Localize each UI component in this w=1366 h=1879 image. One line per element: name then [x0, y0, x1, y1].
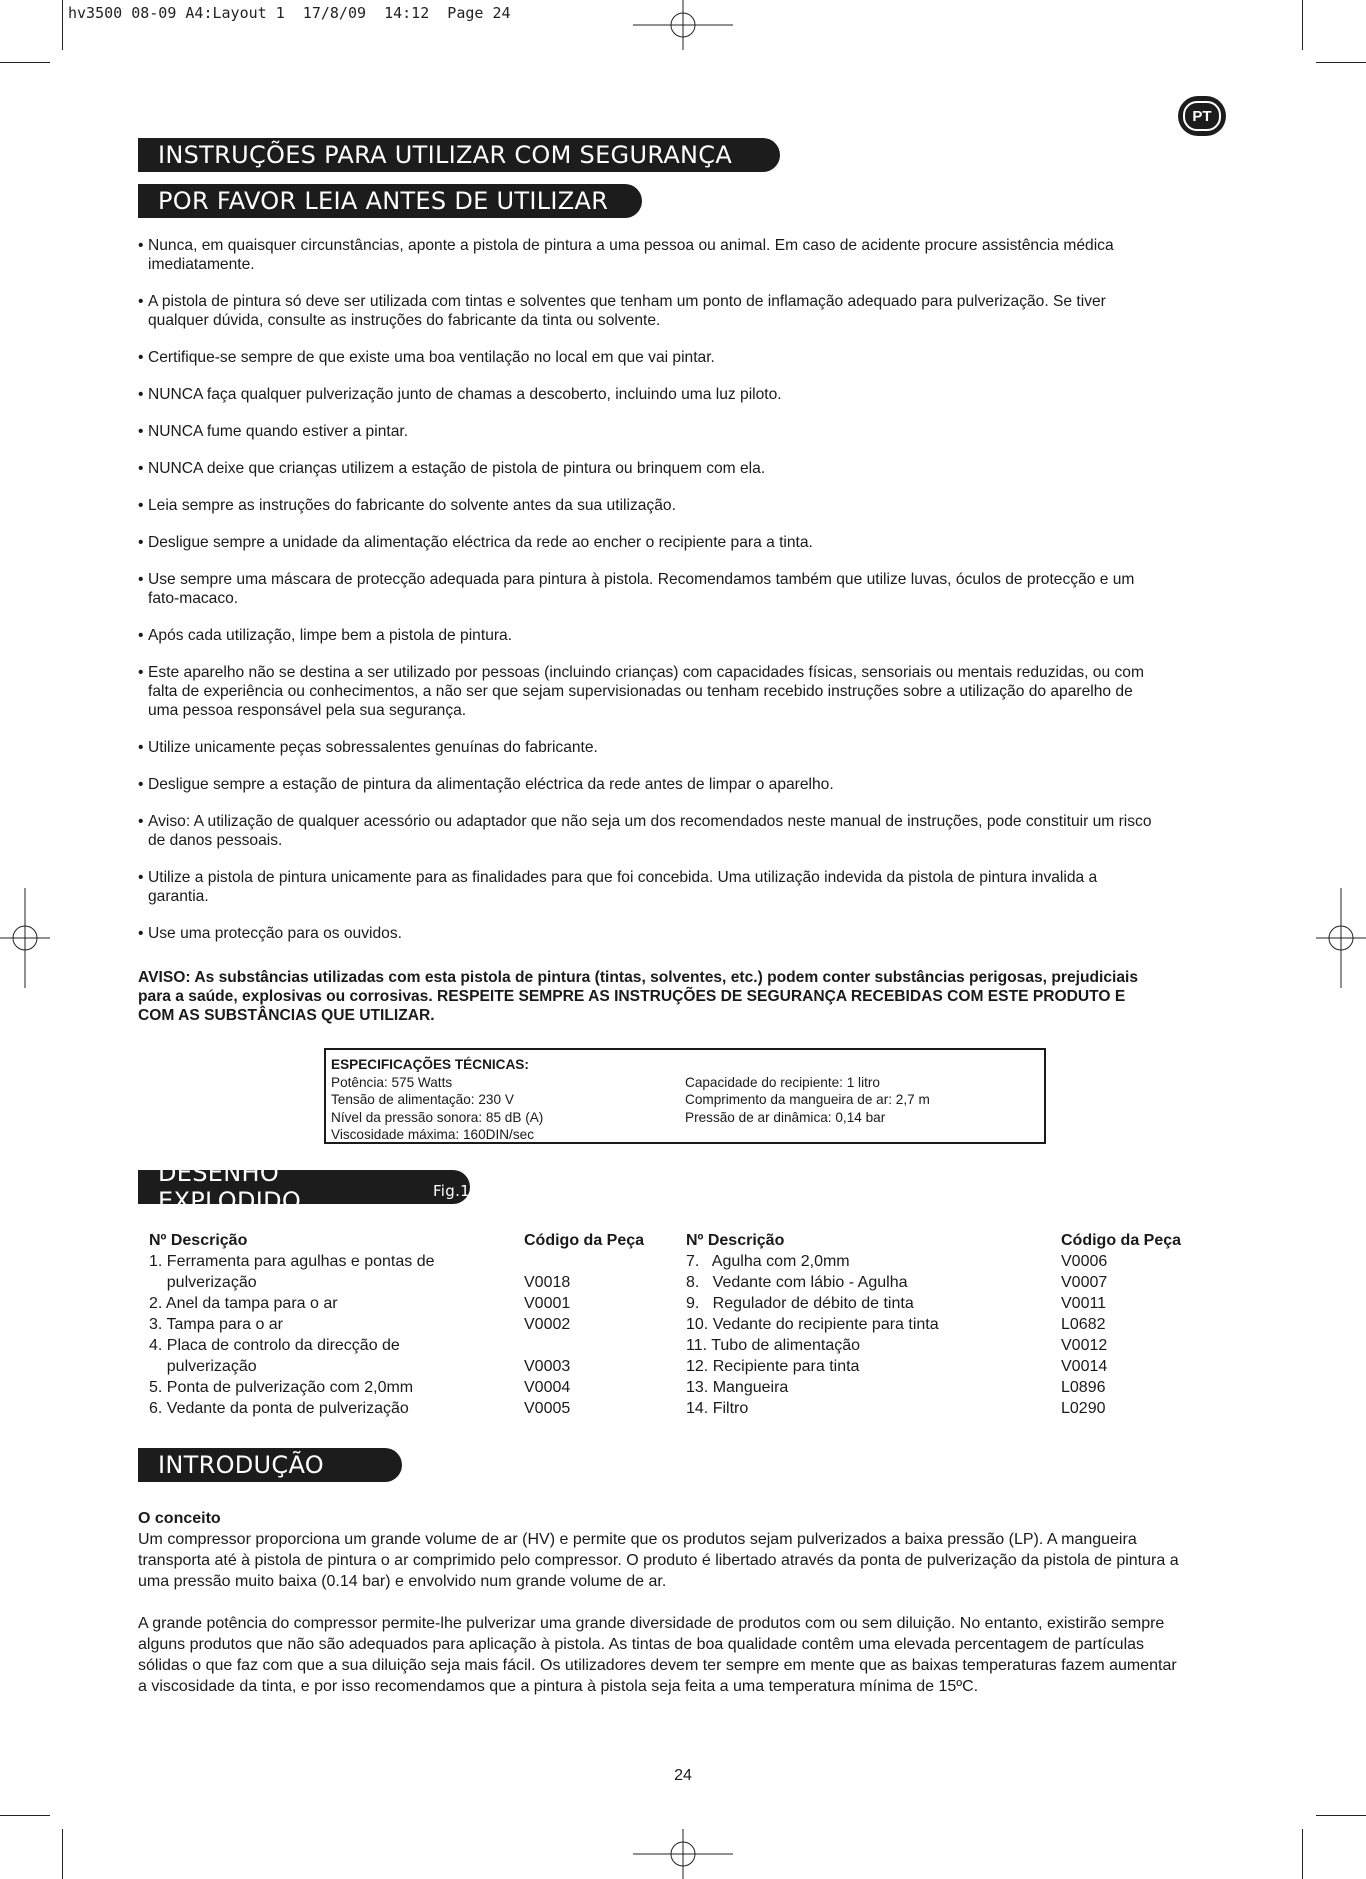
part-code: V0003 — [524, 1358, 571, 1375]
specification-item: Capacidade do recipiente: 1 litro — [685, 1074, 880, 1090]
specification-item: Tensão de alimentação: 230 V — [331, 1092, 514, 1107]
specification-item: Nível da pressão sonora: 85 dB (A) — [331, 1109, 544, 1125]
registration-mark-left — [0, 888, 50, 988]
bullet-text-line: garantia. — [148, 888, 209, 905]
bullet-text-line: • Leia sempre as instruções do fabricante do solvente antes da sua utilização. — [148, 497, 676, 514]
bullet-text-line: • Utilize a pistola de pintura unicamente para as finalidades para que foi concebida. Uma utilização indevida da pistola de pintura invalida a — [148, 869, 1098, 886]
registration-mark-right — [1316, 888, 1366, 988]
parts-list-left — [149, 1230, 674, 1419]
bullet-text-line: • Após cada utilização, limpe bem a pistola de pintura. — [148, 627, 513, 644]
part-code: L0896 — [1061, 1379, 1106, 1396]
safety-bullet-item — [138, 385, 1228, 404]
safety-bullet-item — [138, 292, 1228, 330]
bullet-text-line: • NUNCA faça qualquer pulverização junto de chamas a descoberto, incluindo uma luz piloto. — [148, 386, 782, 403]
part-description: 3. Tampa para o ar — [149, 1316, 284, 1333]
introduction-section — [138, 1508, 1228, 1697]
crop-mark — [62, 1829, 63, 1879]
part-code: L0682 — [1061, 1316, 1106, 1333]
bullet-text-line: • Nunca, em quaisquer circunstâncias, aponte a pistola de pintura a uma pessoa ou animal. Em caso de acidente procure assistência médica — [148, 237, 1114, 254]
parts-list-row — [686, 1398, 1211, 1419]
warning-text-line: para a saúde, explosivas ou corrosivas. RESPEITE SEMPRE AS INSTRUÇÕES DE SEGURANÇA RECEBIDAS COM ESTE PRODUTO E — [138, 988, 1126, 1005]
bullet-text-line: fato-macaco. — [148, 590, 239, 607]
part-description: 8. Vedante com lábio - Agulha — [686, 1274, 908, 1291]
part-description: 5. Ponta de pulverização com 2,0mm — [149, 1379, 414, 1396]
safety-bullet-item — [138, 459, 1228, 478]
safety-bullet-item — [138, 236, 1228, 274]
part-code: V0007 — [1061, 1274, 1108, 1291]
column-header-part-code: Código da Peça — [1061, 1232, 1182, 1249]
registration-mark-top — [633, 0, 733, 50]
part-code: V0014 — [1061, 1358, 1108, 1375]
header-exploded-drawing-label: DESENHO EXPLODIDO — [158, 1159, 302, 1215]
part-code: V0011 — [1061, 1295, 1107, 1312]
paragraph-line: a viscosidade da tinta, e por isso recomendamos que a pintura à pistola seja feita a uma temperatura mínima de 15ºC. — [138, 1678, 979, 1695]
header-introduction-label: INTRODUÇÃO — [158, 1451, 324, 1479]
bullet-text-line: uma pessoa responsável pela sua segurança. — [148, 702, 467, 719]
parts-list-row — [686, 1356, 1211, 1377]
specification-item: Viscosidade máxima: 160DIN/sec — [331, 1127, 534, 1142]
bullet-text-line: • A pistola de pintura só deve ser utilizada com tintas e solventes que tenham um ponto de inflamação adequado para pulverização. Se tiver — [148, 293, 1106, 310]
part-description: 6. Vedante da ponta de pulverização — [149, 1400, 409, 1417]
bullet-text-line: • NUNCA deixe que crianças utilizem a estação de pistola de pintura ou brinquem com ela. — [148, 460, 766, 477]
technical-specifications-box — [324, 1048, 1046, 1144]
safety-bullet-item — [138, 663, 1228, 720]
paragraph-line: alguns produtos que não são adequados para aplicação à pistola. As tintas de boa qualidade contêm uma elevada percentagem de partículas — [138, 1636, 1145, 1653]
paragraph-line: Um compressor proporciona um grande volume de ar (HV) e permite que os produtos sejam pulverizados a baixa pressão (LP). A mangueira — [138, 1531, 1137, 1548]
part-code: V0001 — [524, 1295, 571, 1312]
specification-item: Potência: 575 Watts — [331, 1074, 453, 1090]
warning-text-line: AVISO: As substâncias utilizadas com esta pistola de pintura (tintas, solventes, etc.) podem conter substâncias perigosas, prejudiciais — [138, 969, 1139, 986]
safety-bullet-item — [138, 775, 1228, 794]
parts-list-row — [149, 1398, 674, 1419]
language-badge-label: PT — [1183, 101, 1221, 131]
paragraph-line: uma pressão muito baixa (0.14 bar) e envolvido num grande volume de ar. — [138, 1573, 667, 1590]
bullet-text-line: • Use sempre uma máscara de protecção adequada para pintura à pistola. Recomendamos também que utilize luvas, óculos de protecção e um — [148, 571, 1135, 588]
bullet-text-line: • Aviso: A utilização de qualquer acessório ou adaptador que não seja um dos recomendados neste manual de instruções, pode constituir um risco — [148, 813, 1152, 830]
bullet-text-line: • Este aparelho não se destina a ser utilizado por pessoas (incluindo crianças) com capacidades físicas, sensoriais ou mentais reduzidas, ou com — [148, 664, 1144, 681]
column-header-description: Nº Descrição — [149, 1232, 248, 1249]
parts-list-row — [686, 1251, 1211, 1272]
specifications-title: ESPECIFICAÇÕES TÉCNICAS: — [331, 1057, 529, 1072]
page-number: 24 — [674, 1767, 692, 1784]
part-description: pulverização — [149, 1274, 257, 1291]
safety-bullet-item — [138, 570, 1228, 608]
safety-bullet-item — [138, 812, 1228, 850]
bullet-text-line: • Use uma protecção para os ouvidos. — [148, 925, 402, 942]
part-code — [524, 1251, 674, 1272]
warning-text-line: COM AS SUBSTÂNCIAS QUE UTILIZAR. — [138, 1007, 435, 1024]
safety-bullet-item — [138, 533, 1228, 552]
crop-mark — [1316, 62, 1366, 63]
header-safety-instructions — [138, 138, 780, 172]
part-description: pulverização — [149, 1358, 257, 1375]
crop-mark — [1316, 1815, 1366, 1816]
parts-list-header — [149, 1230, 674, 1251]
bullet-text-line: imediatamente. — [148, 256, 255, 273]
header-exploded-drawing — [138, 1159, 470, 1215]
header-read-before-use — [138, 184, 642, 218]
bullet-text-line: • Desligue sempre a unidade da alimentação eléctrica da rede ao encher o recipiente para a tinta. — [148, 534, 813, 551]
crop-mark — [1302, 1829, 1303, 1879]
safety-bullet-item — [138, 496, 1228, 515]
bullet-text-line: • Utilize unicamente peças sobressalentes genuínas do fabricante. — [148, 739, 598, 756]
part-description: 9. Regulador de débito de tinta — [686, 1295, 914, 1312]
part-description: 1. Ferramenta para agulhas e pontas de — [149, 1253, 435, 1270]
part-code — [524, 1335, 674, 1356]
part-description: 12. Recipiente para tinta — [686, 1358, 860, 1375]
part-code: V0004 — [524, 1379, 571, 1396]
header-read-before-use-label: POR FAVOR LEIA ANTES DE UTILIZAR — [158, 187, 609, 215]
crop-mark — [0, 1815, 50, 1816]
safety-bullet-list — [138, 236, 1228, 943]
warning-paragraph — [138, 968, 1228, 1025]
parts-list-right — [686, 1230, 1211, 1419]
part-code: L0290 — [1061, 1400, 1106, 1417]
bullet-text-line: qualquer dúvida, consulte as instruções do fabricante da tinta ou solvente. — [148, 312, 661, 329]
crop-mark — [0, 62, 50, 63]
paragraph-line: transporta até à pistola de pintura o ar comprimido pelo compressor. O produto é libertado através da ponta de pulverização da pistola de pintura a — [138, 1552, 1179, 1569]
column-header-description: Nº Descrição — [686, 1232, 785, 1249]
registration-mark-bottom — [633, 1829, 733, 1879]
bullet-text-line: • NUNCA fume quando estiver a pintar. — [148, 423, 409, 440]
bullet-text-line: falta de experiência ou conhecimentos, a não ser que sejam supervisionadas ou tenham recebido instruções sobre a utilização do aparelho de — [148, 683, 1133, 700]
parts-list-row — [686, 1314, 1211, 1335]
figure-reference: Fig.1 — [432, 1182, 470, 1200]
safety-bullet-item — [138, 868, 1228, 906]
crop-mark — [1302, 0, 1303, 50]
part-description: 10. Vedante do recipiente para tinta — [686, 1316, 939, 1333]
part-description: 2. Anel da tampa para o ar — [149, 1295, 338, 1312]
parts-list-row — [149, 1293, 674, 1314]
safety-bullet-item — [138, 422, 1228, 441]
specification-item: Comprimento da mangueira de ar: 2,7 m — [685, 1092, 930, 1107]
bullet-text-line: • Desligue sempre a estação de pintura da alimentação eléctrica da rede antes de limpar o aparelho. — [148, 776, 834, 793]
parts-list-row — [149, 1314, 674, 1335]
parts-list-row — [149, 1272, 674, 1293]
part-description: 13. Mangueira — [686, 1379, 789, 1396]
parts-list-row — [149, 1356, 674, 1377]
part-code: V0018 — [524, 1274, 571, 1291]
paragraph-line: sólidas o que faz com que a sua diluição seja mais fácil. Os utilizadores devem ter sempre em mente que as baixas temperaturas fazem aumentar — [138, 1657, 1177, 1674]
part-code: V0012 — [1061, 1337, 1108, 1354]
part-description: 14. Filtro — [686, 1400, 749, 1417]
header-safety-instructions-label: INSTRUÇÕES PARA UTILIZAR COM SEGURANÇA — [158, 141, 733, 169]
safety-bullet-item — [138, 924, 1228, 943]
crop-mark — [62, 0, 63, 50]
safety-bullet-item — [138, 348, 1228, 367]
parts-list-row — [149, 1251, 674, 1272]
specifications-right-column — [685, 1074, 1039, 1144]
parts-list-row — [149, 1377, 674, 1398]
safety-bullet-item — [138, 626, 1228, 645]
printer-slug: hv3500 08-09 A4:Layout 1 17/8/09 14:12 Page 24 — [68, 4, 511, 22]
bullet-text-line: • Certifique-se sempre de que existe uma boa ventilação no local em que vai pintar. — [148, 349, 715, 366]
parts-list-row — [686, 1293, 1211, 1314]
part-description: 4. Placa de controlo da direcção de — [149, 1337, 400, 1354]
parts-list-row — [149, 1335, 674, 1356]
bullet-text-line: de danos pessoais. — [148, 832, 283, 849]
safety-bullet-item — [138, 738, 1228, 757]
parts-list-row — [686, 1272, 1211, 1293]
part-description: 7. Agulha com 2,0mm — [686, 1253, 850, 1270]
part-code: V0002 — [524, 1316, 571, 1333]
part-description: 11. Tubo de alimentação — [686, 1337, 861, 1354]
specifications-left-column — [331, 1074, 685, 1144]
part-code: V0006 — [1061, 1253, 1108, 1270]
introduction-subheading: O conceito — [138, 1510, 221, 1527]
part-code: V0005 — [524, 1400, 571, 1417]
language-badge — [1178, 96, 1226, 136]
parts-list-row — [686, 1377, 1211, 1398]
introduction-paragraph — [138, 1529, 1228, 1592]
specification-item: Pressão de ar dinâmica: 0,14 bar — [685, 1109, 886, 1125]
header-introduction — [138, 1448, 402, 1482]
paragraph-line: A grande potência do compressor permite-lhe pulverizar uma grande diversidade de produtos com ou sem diluição. No entanto, existirão sempre — [138, 1615, 1165, 1632]
introduction-paragraph — [138, 1613, 1228, 1697]
parts-list-header — [686, 1230, 1211, 1251]
parts-list-row — [686, 1335, 1211, 1356]
column-header-part-code: Código da Peça — [524, 1232, 645, 1249]
